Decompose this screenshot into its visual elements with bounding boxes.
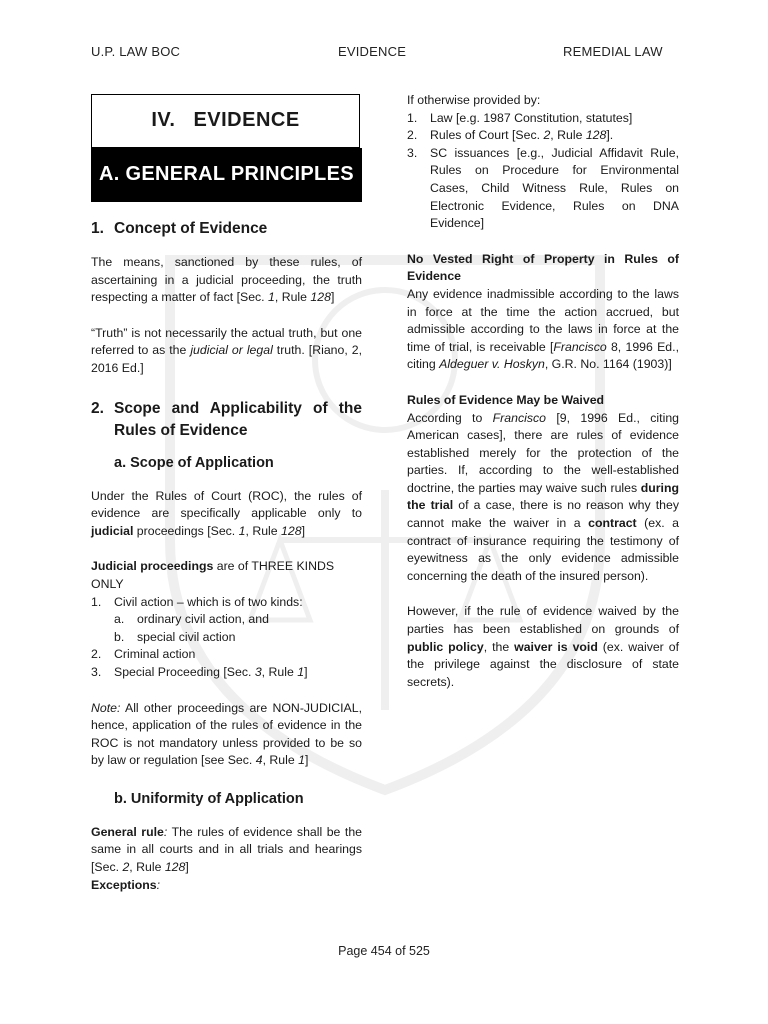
concept-paragraph-1: The means, sanctioned by these rules, of ascertaining in a judicial proceeding, the truth respecting a matter of fact [Sec. 1, Rule 128] bbox=[91, 255, 362, 305]
scope-paragraph: Under the Rules of Court (ROC), the rules of evidence are specifically applicable only to judicial proceedings [Sec. 1, Rule 128] bbox=[91, 488, 362, 538]
chapter-title bbox=[91, 94, 360, 148]
right-column bbox=[407, 92, 679, 691]
section-heading-general-principles: A. GENERAL PRINCIPLES bbox=[91, 148, 362, 202]
exceptions-label: Exceptions: bbox=[91, 877, 161, 892]
heading-concept-of-evidence: 1. Concept of Evidence bbox=[91, 220, 268, 237]
however-paragraph: However, if the rule of evidence waived by the parties has been established on grounds of public policy, the waiver is void (ex. waiver of the privilege against the disclosure of state secrets). bbox=[407, 604, 679, 689]
list-item: 1. Law [e.g. 1987 Constitution, statutes] bbox=[407, 110, 633, 125]
vested-paragraph: Any evidence inadmissible according to the laws in force at the time the action accrued, but admissible according to the laws in force at the time of trial, is receivable [Francisco 8, 1996 Ed., citing Aldeguer v. Hoskyn, G.R. No. 1164 (1903)] bbox=[407, 286, 679, 372]
subheading-uniformity-of-application: b. Uniformity of Application bbox=[114, 790, 304, 807]
left-column bbox=[91, 94, 362, 894]
list-item: 3. Special Proceeding [Sec. 3, Rule 1] bbox=[91, 664, 308, 679]
page-number: Page 454 of 525 bbox=[338, 944, 430, 958]
list-item: b. special civil action bbox=[114, 629, 236, 644]
list-item: 1. Civil action – which is of two kinds: bbox=[91, 594, 303, 609]
waived-paragraph: According to Francisco [9, 1996 Ed., citing American cases], there are rules of evidence established merely for the protection of the parties. If, according to the well-established doctrine, the parties may waive such rules during the trial of a case, there is no reason why they cannot make the waiver in a contract (ex. a contract of insurance requiring the testimony of eyewitness as the only evidence admissible concerning the death of the insured person). bbox=[407, 410, 680, 583]
list-item: a. ordinary civil action, and bbox=[114, 612, 269, 627]
subheading-scope-of-application: a. Scope of Application bbox=[114, 454, 274, 471]
general-rule-paragraph: General rule: The rules of evidence shall be the same in all courts and in all trials and hearings [Sec. 2, Rule 128] bbox=[91, 824, 363, 875]
list-item: 2. Rules of Court [Sec. 2, Rule 128]. bbox=[407, 128, 614, 143]
exceptions-intro: If otherwise provided by: bbox=[407, 93, 541, 107]
heading-rules-may-be-waived: Rules of Evidence May be Waived bbox=[407, 392, 605, 407]
chapter-name: EVIDENCE bbox=[193, 109, 300, 132]
list-item: 3. SC issuances [e.g., Judicial Affidavit Rule, Rules on Procedure for Environmental Cases, Child Witness Rule, Rules on Electronic Evidence, Rules on DNA Evidence] bbox=[407, 145, 679, 231]
exceptions-list bbox=[407, 110, 679, 233]
list-item: 2. Criminal action bbox=[91, 647, 196, 662]
note-paragraph: Note: All other proceedings are NON-JUDICIAL, hence, application of the rules of evidence in the ROC is not mandatory unless provided to be so by law or regulation [see Sec. 4, Rule 1] bbox=[91, 700, 362, 768]
heading-no-vested-right: No Vested Right of Property in Rules of Evidence bbox=[407, 251, 679, 284]
concept-paragraph-2: “Truth” is not necessarily the actual truth, but one referred to as the judicial or legal truth. [Riano, 2, 2016 Ed.] bbox=[91, 325, 362, 375]
judicial-kinds-list bbox=[91, 594, 362, 682]
header-right: REMEDIAL LAW bbox=[563, 44, 663, 59]
judicial-kinds-intro: Judicial proceedings are of THREE KINDS ONLY bbox=[91, 559, 335, 591]
heading-scope-and-applicability: 2. Scope and Applicability of the Rules of Evidence bbox=[91, 399, 362, 439]
header-left: U.P. LAW BOC bbox=[91, 44, 181, 59]
header-center: EVIDENCE bbox=[338, 44, 407, 59]
chapter-number: IV. bbox=[151, 109, 176, 132]
